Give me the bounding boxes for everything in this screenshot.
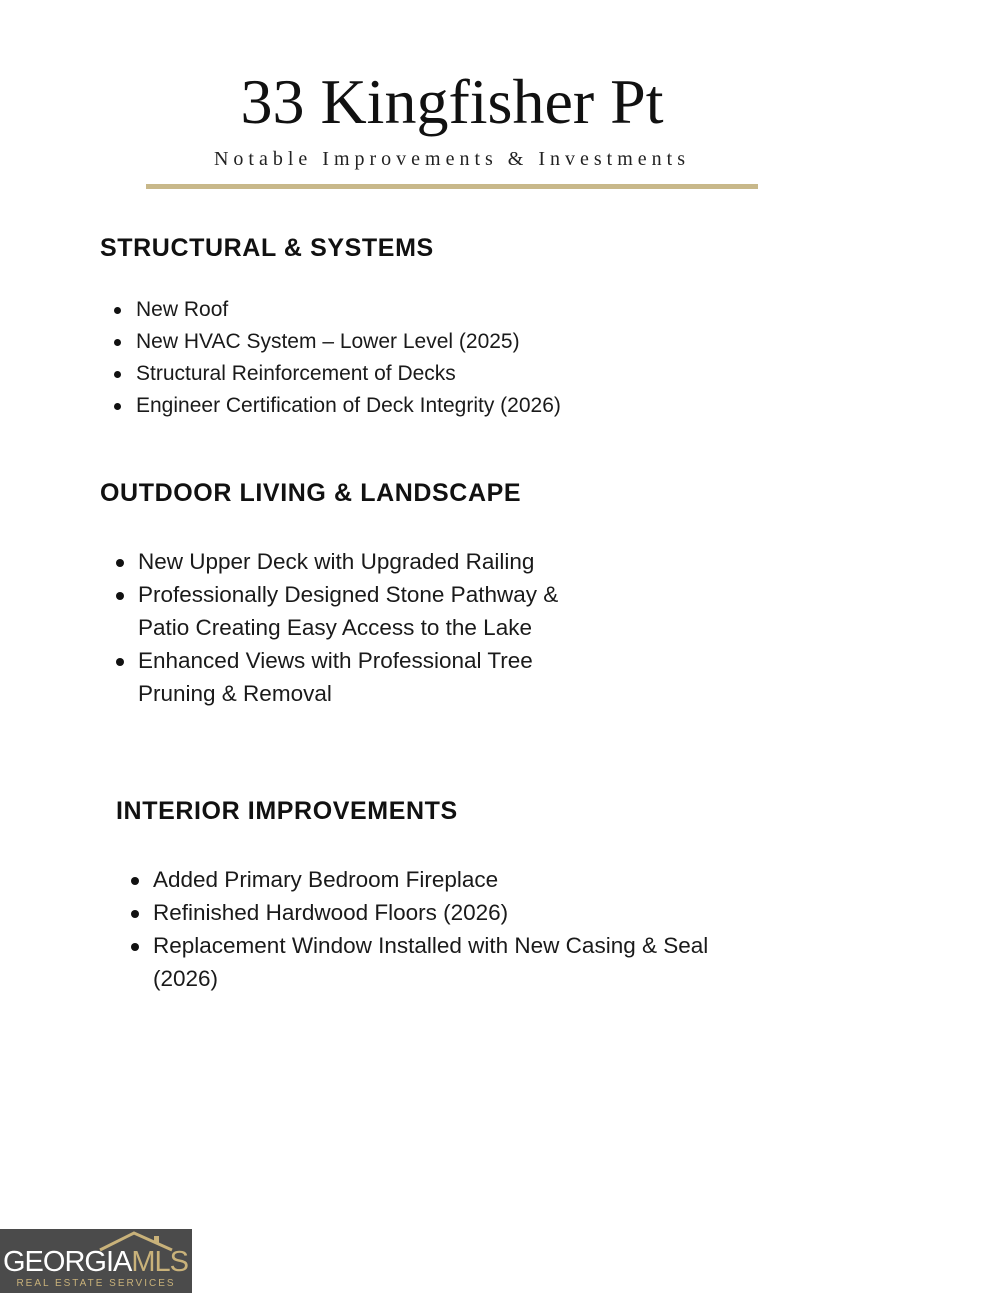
list-item [100,358,720,390]
bullet-icon [116,658,124,666]
bullet-icon [116,559,124,567]
section-heading-outdoor: OUTDOOR LIVING & LANDSCAPE [100,479,522,507]
list-item [100,294,720,326]
list-item [100,326,720,358]
list-item [117,929,717,995]
list-item-text: New HVAC System – Lower Level (2025) [136,330,520,353]
section-heading-interior: INTERIOR IMPROVEMENTS [116,797,458,825]
interior-list [117,863,717,995]
outdoor-list [102,545,602,710]
logo-tagline: REAL ESTATE SERVICES [16,1278,176,1289]
list-item-text: Added Primary Bedroom Fireplace [153,867,499,892]
bullet-icon [114,371,121,378]
list-item [100,390,720,422]
list-item [102,578,602,644]
section-heading-structural: STRUCTURAL & SYSTEMS [100,234,434,262]
bullet-icon [131,877,139,885]
list-item-text: Structural Reinforcement of Decks [136,362,456,385]
bullet-icon [114,339,121,346]
bullet-icon [131,910,139,918]
list-item-text: New Roof [136,298,229,321]
list-item-text: Engineer Certification of Deck Integrity (2026) [136,394,561,417]
list-item-text: Refinished Hardwood Floors (2026) [153,900,509,925]
structural-list [100,294,720,422]
bullet-icon [116,592,124,600]
list-item-text: Professionally Designed Stone Pathway & Patio Creating Easy Access to the Lake [138,582,559,640]
bullet-icon [114,307,121,314]
logo-brand [3,1245,188,1279]
georgia-mls-logo [0,1229,192,1293]
list-item [117,896,717,929]
list-item-text: New Upper Deck with Upgraded Railing [138,549,535,574]
logo-brand-mls: MLS [131,1246,188,1278]
list-item-text: Replacement Window Installed with New Casing & Seal (2026) [153,933,709,991]
list-item [102,644,602,710]
logo-brand-georgia: GEORGIA [3,1246,132,1278]
page-title: 33 Kingfisher Pt [240,66,664,137]
page-subtitle: Notable Improvements & Investments [213,148,691,170]
bullet-icon [114,403,121,410]
list-item [117,863,717,896]
title-divider [146,184,758,189]
list-item-text: Enhanced Views with Professional Tree Pruning & Removal [138,648,533,706]
bullet-icon [131,943,139,951]
list-item [102,545,602,578]
